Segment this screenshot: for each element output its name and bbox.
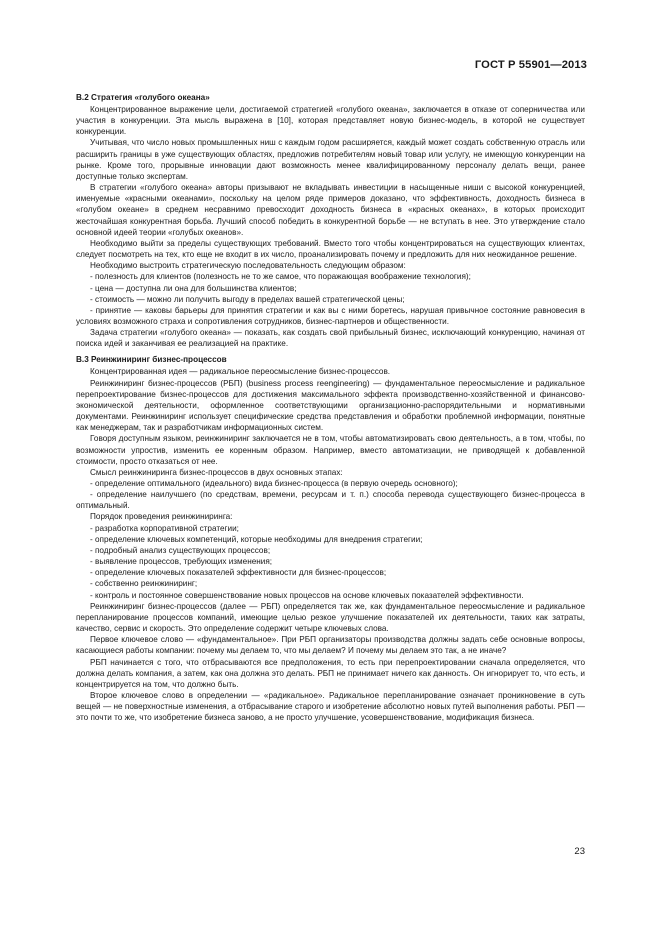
list-item: - определение наилучшего (по средствам, времени, ресурсам и т. п.) способа перевода существующего бизнес-процесса в оптимальный. (76, 490, 585, 511)
list-item: - стоимость — можно ли получить выгоду в пределах вашей стратегической цены; (90, 294, 405, 304)
paragraph: Первое ключевое слово — «фундаментальное». При РБП организаторы производства должны задать себе основные вопросы, касающиеся работы компании: почему мы делаем то, что мы делаем? И почему мы делаем это так, а не иначе? (76, 635, 585, 656)
paragraph: Второе ключевое слово в определении — «радикальное». Радикальное перепланирование означает проникновение в суть вещей — не поверхностные изменения, а отбрасывание старого и изобретение абсолютно новых путей выполнения работы. РБП — это почти то же, что изобретение бизнеса заново, а не просто улучшение, усовершенствование, модификация бизнеса. (76, 690, 585, 723)
page-content (76, 92, 585, 723)
list-item: - собственно реинжиниринг; (90, 579, 198, 589)
page-number: 23 (574, 846, 585, 857)
list-item: - определение оптимального (идеального) вида бизнес-процесса (в первую очередь основного); (90, 479, 458, 488)
paragraph: Концентрированное выражение цели, достигаемой стратегией «голубого океана», заключается в отказе от соперничества или участия в конкуренции. Эта мысль выражена в [10], которая представляет новую бизнес-модель, в которой не существует конкуренции. (76, 105, 585, 137)
list-item: - подробный анализ существующих процессов; (90, 545, 271, 555)
list-item: - определение ключевых компетенций, которые необходимы для внедрения стратегии; (90, 534, 423, 544)
section-heading: В.2 Стратегия «голубого океана» (76, 93, 210, 102)
paragraph: Задача стратегии «голубого океана» — показать, как создать свой прибыльный бизнес, исключающий конкуренцию, начиная от поиска идей и заканчивая ее реализацией на практике. (76, 328, 585, 349)
list-item: - разработка корпоративной стратегии; (90, 523, 239, 533)
list-item: - выявление процессов, требующих изменения; (90, 557, 273, 567)
paragraph: Смысл реинжиниринга бизнес-процессов в двух основных этапах: (90, 467, 343, 477)
section-heading: В.3 Реинжиниринг бизнес-процессов (76, 355, 227, 365)
paragraph: Порядок проведения реинжиниринга: (90, 512, 233, 522)
paragraph: Необходимо выйти за пределы существующих требований. Вместо того чтобы концентрироваться на существующих клиентах, следует посмотреть на тех, кто еще не входит в их число, проанализировать почему и предложить для них неожиданное решение. (76, 238, 585, 260)
list-item: - определение ключевых показателей эффективности для бизнес-процессов; (90, 568, 387, 578)
paragraph: Необходимо выстроить стратегическую последовательность следующим образом: (90, 261, 406, 271)
paragraph: Реинжиниринг бизнес-процессов (РБП) (business process reengineering) — фундаментальное переосмысление и радикальное перепроектирование бизнес-процессов для достижения максимального эффекта производственно-хозяйственной и финансово-экономической деятельности, оформленное соответствующими организационно-распорядительными и нормативными документами. Реинжиниринг использует специфические средства представления и обработки проблемной информации, понятные как менеджерам, так и разработчикам информационных систем. (76, 378, 585, 433)
document-id: ГОСТ Р 55901—2013 (474, 59, 587, 71)
list-item: - принятие — каковы барьеры для принятия стратегии и как вы с ними боретесь, нарушая привычное состояние равновесия в условиях возможного страха и сопротивления сотрудников, бизнес-партнеров и общественности. (76, 305, 585, 326)
paragraph: В стратегии «голубого океана» авторы призывают не вкладывать инвестиции в насыщенные ниши с высокой конкуренцией, именуемые «красными океанами», поскольку на целом ряде примеров доказано, что эффективность, доходность бизнеса в «голубом океане» в среднем несравнимо превосходит доходность бизнеса в «красных океанах», в которых происходит жесточайшая конкурентная борьба. Лучший способ победить в конкурентной борьбе — не вступать в нее. Это утверждение стало основной идеей теории «голубых океанов». (76, 183, 585, 237)
paragraph: Говоря доступным языком, реинжиниринг заключается не в том, чтобы автоматизировать свою деятельность, а в том, чтобы, по возможности упростив, изменить ее коренным образом. Например, вместо автоматизации, не приводящей к добавленной стоимости, просто отказаться от нее. (76, 434, 585, 466)
paragraph: Учитывая, что число новых промышленных ниш с каждым годом расширяется, каждый может создать собственную отрасль или расширить границы в уже существующих областях, предложив потребителям новый товар или услугу, не имеющую конкуренции на рынке. Кроме того, прорывные инновации дают возможность менее квалифицированному персоналу делать вещи, ранее доступные только экспертам. (76, 138, 585, 181)
list-item: - контроль и постоянное совершенствование новых процессов на основе ключевых показателей эффективности. (90, 590, 524, 600)
paragraph: Концентрированная идея — радикальное переосмысление бизнес-процессов. (90, 367, 391, 377)
paragraph: Реинжиниринг бизнес-процессов (далее — РБП) определяется так же, как фундаментальное переосмысление и радикальное перепланирование процессов компаний, имеющие целью резкое улучшение показателей их деятельности, таких как затраты, качество, сервис и скорость. Это определение содержит четыре ключевых слова. (76, 601, 585, 634)
list-item: - цена — доступна ли она для большинства клиентов; (90, 283, 297, 293)
list-item: - полезность для клиентов (полезность не то же самое, что поражающая воображение технология); (90, 272, 471, 282)
paragraph: РБП начинается с того, что отбрасываются все предположения, то есть при перепроектировании сначала определяется, что должна делать компания, а затем, как она должна это делать. РБП не принимает ничего как данность. Он игнорирует то, что есть, и концентрируется на том, что должно быть. (76, 657, 585, 689)
